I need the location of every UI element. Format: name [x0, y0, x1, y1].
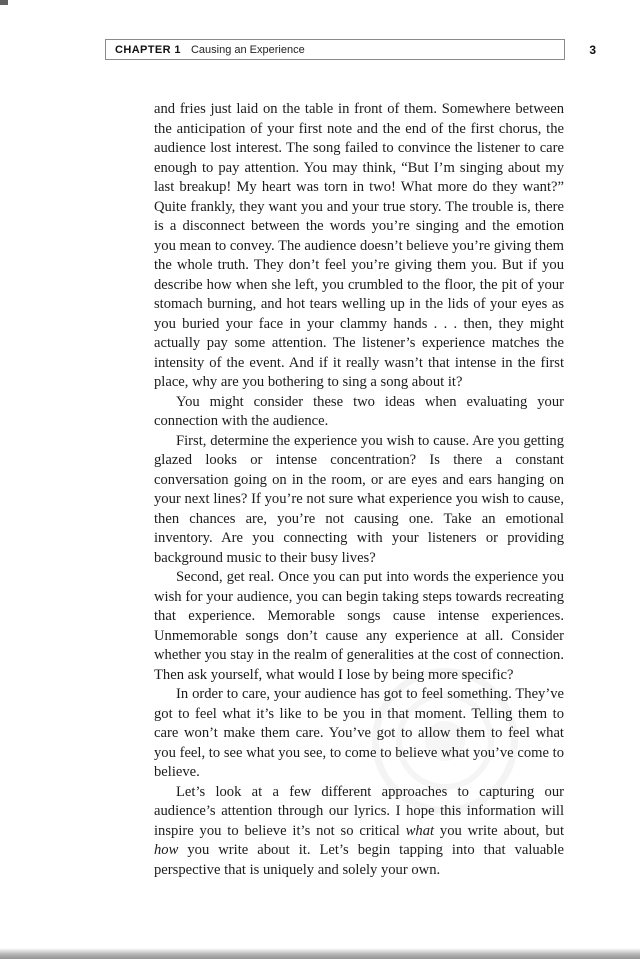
paragraph: In order to care, your audience has got to feel something. They’ve got to feel what it’s like to be you in that moment. Telling them to care won’t make them care. You’ve got to allow them to feel what you feel, to see what you see, to come to believe what you’ve come to believe. — [154, 686, 564, 780]
running-head — [105, 39, 565, 60]
scan-artifact-corner — [0, 0, 8, 5]
paragraph: Second, get real. Once you can put into words the experience you wish for your audience, you can begin taking steps towards recreating that experience. Memorable songs cause intense experiences. Unmemorable songs don’t cause any experience at all. Consider whether you stay in the realm of generalities at the cost of connection. Then ask yourself, what would I lose by being more specific? — [154, 569, 564, 683]
page-number: 3 — [589, 42, 596, 57]
paragraph: and fries just laid on the table in front of them. Somewhere between the anticipation of your first note and the end of the first chorus, the audience lost interest. The song failed to convince the listener to care enough to pay attention. You may think, “But I’m singing about my last breakup! My heart was torn in two! What more do they want?” Quite frankly, they want you and your true story. The trouble is, there is a disconnect between the words you’re singing and the emotion you mean to convey. The audience doesn’t believe you’re giving them the whole truth. They don’t feel you’re giving them you. But if you describe how when she left, you crumbled to the floor, the pit of your stomach burning, and hot tears welling up in the lids of your eyes as you buried your face in your clammy hands . . . then, they might actually pay some attention. The listener’s experience matches the intensity of the event. And if it really wasn’t that intense in the first place, why are you bothering to sing a song about it? — [154, 101, 564, 390]
paragraph: You might consider these two ideas when evaluating your connection with the audience. — [154, 393, 564, 429]
paragraph: First, determine the experience you wish to cause. Are you getting glazed looks or intense concentration? Is there a constant conversation going on in the room, or are eyes and ears hanging on your next lines? If you’re not sure what experience you wish to cause, then chances are, you’re not causing one. Take an emotional inventory. Are you connecting with your listeners or providing background music to their busy lives? — [154, 432, 564, 566]
chapter-title: Causing an Experience — [190, 43, 305, 56]
scan-edge-shadow — [0, 948, 640, 959]
chapter-label: CHAPTER 1 — [115, 43, 181, 56]
body-text — [154, 100, 564, 880]
paragraph: Let’s look at a few different approaches to capturing our audience’s attention through our lyrics. I hope this information will inspire you to believe it’s not so critical what you write about, but how you write about it. Let’s begin tapping into that valuable perspective that is uniquely and solely your own. — [154, 783, 564, 878]
page-header — [105, 39, 596, 60]
